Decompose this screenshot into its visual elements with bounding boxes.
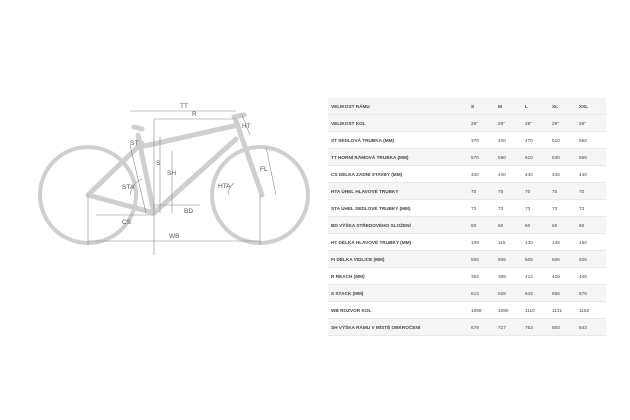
table-row xyxy=(328,302,606,319)
header-label: VELIKOST RÁMU xyxy=(331,103,370,109)
label-cs: CS xyxy=(122,219,132,226)
row-label: HT DÉLKA HLAVOVÉ TRUBKY (MM) xyxy=(331,239,412,245)
row-value: 29" xyxy=(498,120,505,126)
table-row xyxy=(328,251,606,268)
row-value: 60 xyxy=(579,222,585,228)
row-value: 115 xyxy=(498,239,506,245)
table-row xyxy=(328,132,606,149)
size-header: XXL xyxy=(579,103,589,109)
row-value: 398 xyxy=(498,273,506,279)
row-value: 560 xyxy=(579,137,587,143)
row-value: 430 xyxy=(498,137,506,143)
row-value: 60 xyxy=(552,222,558,228)
row-value: 70 xyxy=(579,188,585,194)
table-row xyxy=(328,217,606,234)
row-value: 70 xyxy=(471,188,477,194)
row-value: 440 xyxy=(525,171,533,177)
row-value: 60 xyxy=(471,222,477,228)
label-r: R xyxy=(192,111,197,118)
row-value: 440 xyxy=(498,171,506,177)
size-header: M xyxy=(498,103,502,109)
table-row xyxy=(328,200,606,217)
row-value: 650 xyxy=(579,154,587,160)
table-row xyxy=(328,268,606,285)
row-value: 440 xyxy=(552,171,560,177)
row-value: 29" xyxy=(579,120,586,126)
row-label: WB ROZVOR KOL xyxy=(331,307,372,313)
row-value: 445 xyxy=(579,273,587,279)
row-label: R REACH (MM) xyxy=(331,273,365,279)
row-value: 60 xyxy=(525,222,531,228)
row-label: CS DÉLKA ZADNÍ STAVBY (MM) xyxy=(331,171,403,177)
row-value: 429 xyxy=(552,273,560,279)
label-bd: BD xyxy=(184,208,194,215)
row-value: 630 xyxy=(552,154,560,160)
label-wb: WB xyxy=(169,233,180,240)
row-value: 1152 xyxy=(579,307,590,313)
row-value: 679 xyxy=(471,324,479,330)
row-value: 29" xyxy=(525,120,532,126)
geometry-table xyxy=(328,98,606,336)
row-value: 506 xyxy=(525,256,533,262)
label-st: ST xyxy=(130,140,139,147)
row-value: 362 xyxy=(471,273,479,279)
row-value: 1069 xyxy=(471,307,482,313)
label-hta: HTA xyxy=(218,183,231,190)
row-label: HTA ÚHEL HLAVOVÉ TRUBKY xyxy=(331,188,399,194)
row-value: 506 xyxy=(579,256,587,262)
row-label: ST SEDLOVÁ TRUBKA (MM) xyxy=(331,137,395,143)
row-value: 440 xyxy=(579,171,587,177)
label-fl: FL xyxy=(260,166,268,173)
bike-geometry-svg xyxy=(30,95,320,265)
row-value: 727 xyxy=(498,324,506,330)
table-row xyxy=(328,149,606,166)
row-value: 610 xyxy=(525,154,533,160)
row-label: S STACK (MM) xyxy=(331,290,364,296)
row-value: 440 xyxy=(471,171,479,177)
row-value: 414 xyxy=(525,273,533,279)
label-sh: SH xyxy=(167,170,177,177)
row-value: 1131 xyxy=(552,307,563,313)
row-value: 130 xyxy=(525,239,533,245)
row-value: 70 xyxy=(552,188,558,194)
row-value: 642 xyxy=(525,290,533,296)
row-value: 73 xyxy=(525,205,531,211)
label-tt: TT xyxy=(180,103,188,110)
bike-geometry-diagram xyxy=(30,95,320,265)
table-row xyxy=(328,285,606,302)
row-value: 506 xyxy=(498,256,506,262)
row-value: 100 xyxy=(471,239,479,245)
row-value: 670 xyxy=(579,290,587,296)
row-value: 763 xyxy=(525,324,533,330)
row-value: 570 xyxy=(471,154,479,160)
row-label: FI DÉLKA VIDLICE (MM) xyxy=(331,256,385,262)
table-row xyxy=(328,115,606,132)
size-header: L xyxy=(525,103,528,109)
row-value: 60 xyxy=(498,222,504,228)
row-value: 614 xyxy=(471,290,479,296)
table-row xyxy=(328,319,606,336)
row-value: 29" xyxy=(471,120,478,126)
row-value: 1090 xyxy=(498,307,509,313)
row-value: 29" xyxy=(552,120,559,126)
row-value: 70 xyxy=(525,188,531,194)
row-value: 628 xyxy=(498,290,506,296)
row-label: SH VÝŠKA RÁMU V MÍSTĚ OBKROČENÍ xyxy=(331,324,421,330)
row-value: 510 xyxy=(552,137,560,143)
label-s: S xyxy=(156,160,161,167)
row-value: 1110 xyxy=(525,307,535,313)
label-ht: HT xyxy=(242,123,251,130)
size-header: XL xyxy=(552,103,558,109)
row-value: 800 xyxy=(552,324,560,330)
table-row xyxy=(328,183,606,200)
row-label: STA ÚHEL SEDLOVÉ TRUBKY (MM) xyxy=(331,205,411,211)
row-value: 73 xyxy=(579,205,585,211)
row-value: 73 xyxy=(498,205,504,211)
row-value: 370 xyxy=(471,137,479,143)
row-value: 506 xyxy=(471,256,479,262)
label-sta: STA xyxy=(122,184,135,191)
row-value: 73 xyxy=(552,205,558,211)
row-value: 506 xyxy=(552,256,560,262)
row-value: 590 xyxy=(498,154,506,160)
bike-frame xyxy=(88,115,262,213)
row-value: 145 xyxy=(552,239,560,245)
row-label: VELIKOST KOL xyxy=(331,120,366,126)
row-value: 843 xyxy=(579,324,587,330)
row-value: 656 xyxy=(552,290,560,296)
row-value: 70 xyxy=(498,188,504,194)
size-header: S xyxy=(471,103,475,109)
row-value: 160 xyxy=(579,239,587,245)
table-row xyxy=(328,234,606,251)
row-label: BD VÝŠKA STŘEDOVÉHO SLOŽENÍ xyxy=(331,222,411,228)
table-row xyxy=(328,166,606,183)
row-value: 470 xyxy=(525,137,533,143)
table-header-row xyxy=(328,98,606,115)
row-value: 73 xyxy=(471,205,477,211)
row-label: TT HORNÍ RÁMOVÁ TRUBKA (MM) xyxy=(331,154,409,160)
